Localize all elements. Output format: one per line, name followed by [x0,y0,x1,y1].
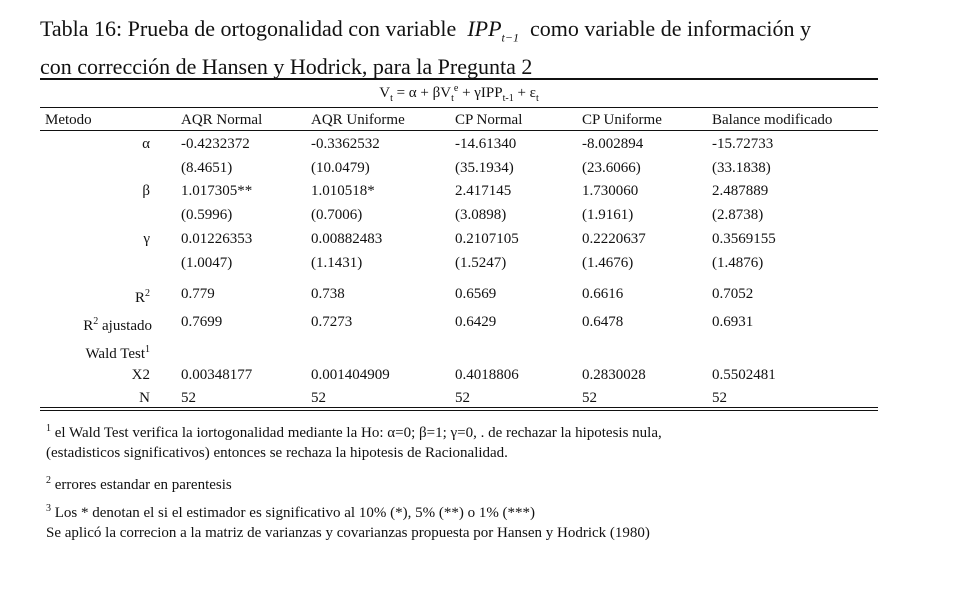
table-cell: 1.017305** [181,183,253,199]
row-label: Wald Test$^1$ [85,344,150,362]
bottom-rule-1 [40,407,878,408]
table-cell: 0.00348177 [181,367,253,383]
table-cell: 0.2830028 [582,367,646,383]
table-title [40,14,920,82]
table-cell: (10.0479) [311,160,370,176]
footnote-line: (estadisticos significativos) entonces se rechaza la hipotesis de Racionalidad. [46,445,508,461]
table-cell: 0.3569155 [712,231,776,247]
title-line-1 [40,14,920,52]
table-cell: 0.738 [311,286,345,302]
header-rule [40,130,878,131]
top-rule [40,78,878,80]
column-header: Balance modificado [712,112,833,128]
title-text-1: Tabla 16: Prueba de ortogonalidad con variable [40,16,457,41]
table-cell: (33.1838) [712,160,771,176]
row-label: β [142,183,150,199]
table-cell: 0.6931 [712,314,754,330]
table-cell: 2.487889 [712,183,769,199]
table-cell: 52 [712,390,727,406]
table-cell: 0.6616 [582,286,624,302]
footnote-line: $^3$ Los * denotan el si el estimador es significativo al 10% (*), 5% (**) o 1% (***) [46,503,536,521]
table-cell: (1.4676) [582,255,634,271]
column-header: CP Normal [455,112,523,128]
table-cell: (2.8738) [712,207,764,223]
table-cell: 0.00882483 [311,231,383,247]
table-cell: (0.7006) [311,207,363,223]
table-cell: 0.6429 [455,314,497,330]
table-cell: (3.0898) [455,207,507,223]
table-cell: -0.4232372 [181,136,250,152]
table-cell: 0.4018806 [455,367,519,383]
table-cell: 2.417145 [455,183,512,199]
footnote-line: $^1$ el Wald Test verifica la iortogonalidad mediante la Ho: α=0; β=1; γ=0, . de rechazar la hipotesis nula, [46,423,662,441]
table-cell: 52 [582,390,597,406]
footnote-line: Se aplicó la correcion a la matriz de varianzas y covarianzas propuesta por Hansen y Hodrick (1980) [46,525,650,541]
table-cell: 0.01226353 [181,231,253,247]
table-cell: 52 [455,390,470,406]
table-cell: (35.1934) [455,160,514,176]
footnote-line: $^2$ errores estandar en parentesis [46,475,232,493]
table-cell: 0.2220637 [582,231,646,247]
table-cell: -8.002894 [582,136,644,152]
equation-rule [40,107,878,108]
column-header: AQR Uniforme [311,112,405,128]
row-label: γ [143,231,150,247]
table-cell: (1.0047) [181,255,233,271]
title-line-2: con corrección de Hansen y Hodrick, para la Pregunta 2 [40,54,533,80]
column-header: CP Uniforme [582,112,662,128]
title-text-2: como variable de información y [529,16,811,41]
title-variable: $IPP_{t-1}$ [467,16,519,45]
table-cell: -15.72733 [712,136,774,152]
table-cell: 0.6569 [455,286,497,302]
table-cell: (1.4876) [712,255,764,271]
table-cell: 1.730060 [582,183,639,199]
table-cell: 0.6478 [582,314,624,330]
table-cell: (23.6066) [582,160,641,176]
row-label: α [142,136,150,152]
table-cell: 0.2107105 [455,231,519,247]
row-label: $R^2$ ajustado [83,316,152,334]
table-cell: 0.7699 [181,314,223,330]
table-cell: -0.3362532 [311,136,380,152]
table-cell: 0.5502481 [712,367,776,383]
table-cell: 0.001404909 [311,367,390,383]
column-header: AQR Normal [181,112,263,128]
table-cell: 52 [311,390,326,406]
row-label: $R^2$ [134,288,150,306]
table-cell: (1.9161) [582,207,634,223]
bottom-rule-2 [40,410,878,411]
table-cell: (8.4651) [181,160,233,176]
table-cell: 52 [181,390,196,406]
table-cell: 0.7052 [712,286,754,302]
column-header: Metodo [45,112,92,128]
table-cell: (1.1431) [311,255,363,271]
model-equation: $V_t = \alpha + \beta V_t^e + \gamma IPP_{t-1} + \varepsilon_t$ [379,83,539,104]
table-cell: (0.5996) [181,207,233,223]
row-label: X2 [131,367,150,383]
table-cell: 0.7273 [311,314,353,330]
table-cell: (1.5247) [455,255,507,271]
row-label: N [139,390,150,406]
table-cell: 0.779 [181,286,215,302]
table-cell: -14.61340 [455,136,517,152]
table-cell: 1.010518* [311,183,375,199]
